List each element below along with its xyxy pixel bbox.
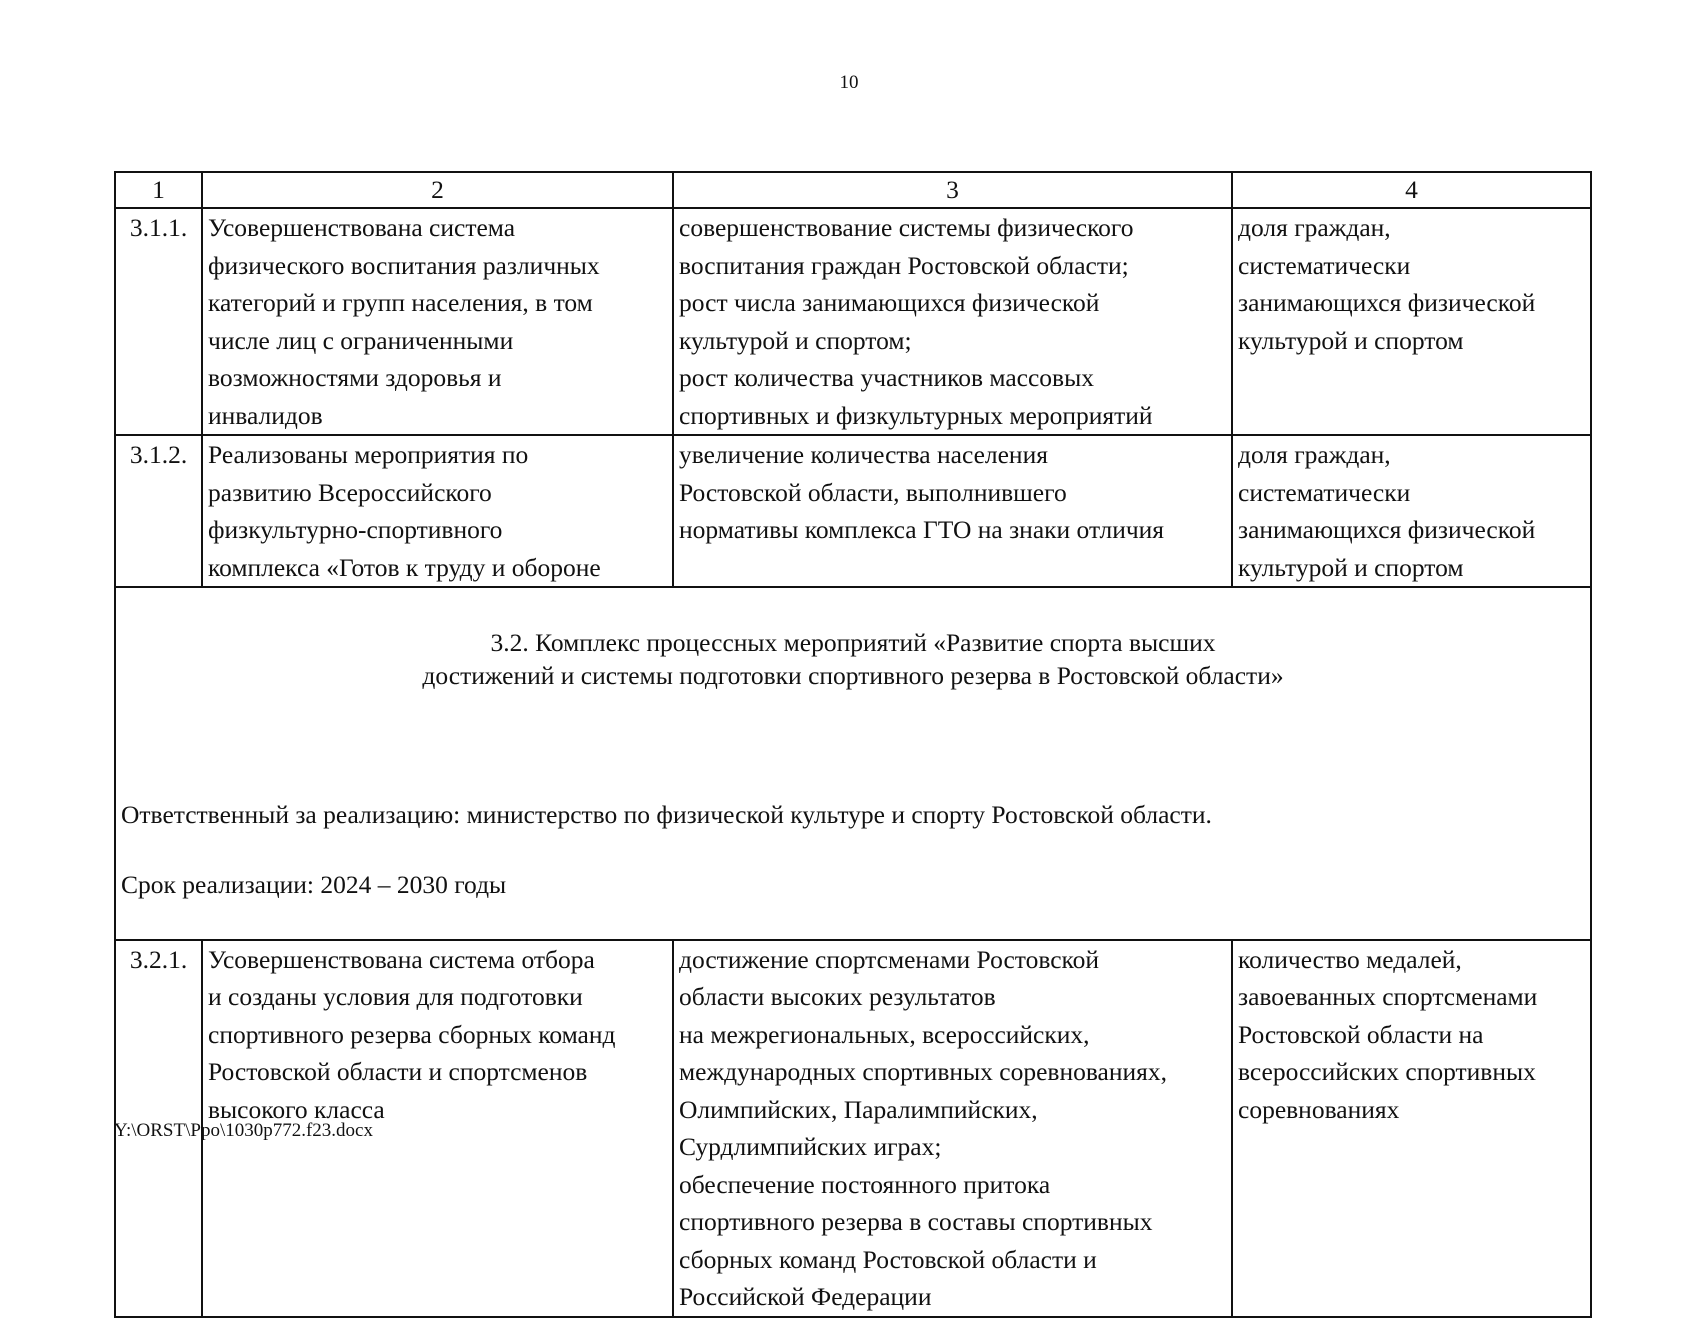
section-responsible: Ответственный за реализацию: министерство по физической культуре и спорту Ростовской области.	[121, 799, 1212, 829]
section-spacer	[121, 729, 1585, 760]
effect-cell: совершенствование системы физического воспитания граждан Ростовской области; рост числа занимающихся физической культурой и спортом; рост количества участников массовых спортивных и физкультурных мероприятий	[673, 208, 1232, 435]
row-number: 3.2.1.	[115, 940, 202, 1317]
section-period: Срок реализации: 2024 – 2030 годы	[121, 870, 507, 899]
measures-table	[114, 171, 1592, 1318]
page-number: 10	[839, 72, 859, 93]
row-number: 3.1.2.	[115, 435, 202, 587]
result-cell: Усовершенствована система физического воспитания различных категорий и групп населения, в том числе лиц с ограниченными возможностями здоровья и инвалидов	[202, 208, 673, 435]
header-cell: 3	[673, 172, 1232, 208]
header-cell: 1	[115, 172, 202, 208]
indicator-cell: количество медалей, завоеванных спортсменами Ростовской области на всероссийских спортивных соревнованиях	[1232, 940, 1591, 1317]
indicator-cell: доля граждан, систематически занимающихся физической культурой и спортом	[1232, 208, 1591, 435]
effect-cell: увеличение количества населения Ростовской области, выполнившего нормативы комплекса ГТО на знаки отличия	[673, 435, 1232, 587]
header-cell: 2	[202, 172, 673, 208]
table-row	[115, 435, 1591, 587]
indicator-cell: доля граждан, систематически занимающихся физической культурой и спортом	[1232, 435, 1591, 587]
section-cell	[115, 587, 1591, 940]
table-row	[115, 208, 1591, 435]
result-cell: Усовершенствована система отбора и созданы условия для подготовки спортивного резерва сборных команд Ростовской области и спортсменов высокого класса	[202, 940, 673, 1317]
table-header-row	[115, 172, 1591, 208]
footer-file-path: Y:\ORST\Ppo\1030p772.f23.docx	[114, 1120, 373, 1141]
section-title: 3.2. Комплекс процессных мероприятий «Развитие спорта высших достижений и системы подготовки спортивного резерва в Ростовской области»	[422, 627, 1284, 690]
result-cell: Реализованы мероприятия по развитию Всероссийского физкультурно-спортивного комплекса «Готов к труду и обороне	[202, 435, 673, 587]
effect-cell: достижение спортсменами Ростовской области высоких результатов на межрегиональных, всероссийских, международных спортивных соревнованиях, Олимпийских, Паралимпийских, Сурдлимпийских играх; обеспечение постоянного притока спортивного резерва в составы спортивных сборных команд Ростовской области и Российской Федерации	[673, 940, 1232, 1317]
section-row	[115, 587, 1591, 940]
row-number: 3.1.1.	[115, 208, 202, 435]
header-cell: 4	[1232, 172, 1591, 208]
